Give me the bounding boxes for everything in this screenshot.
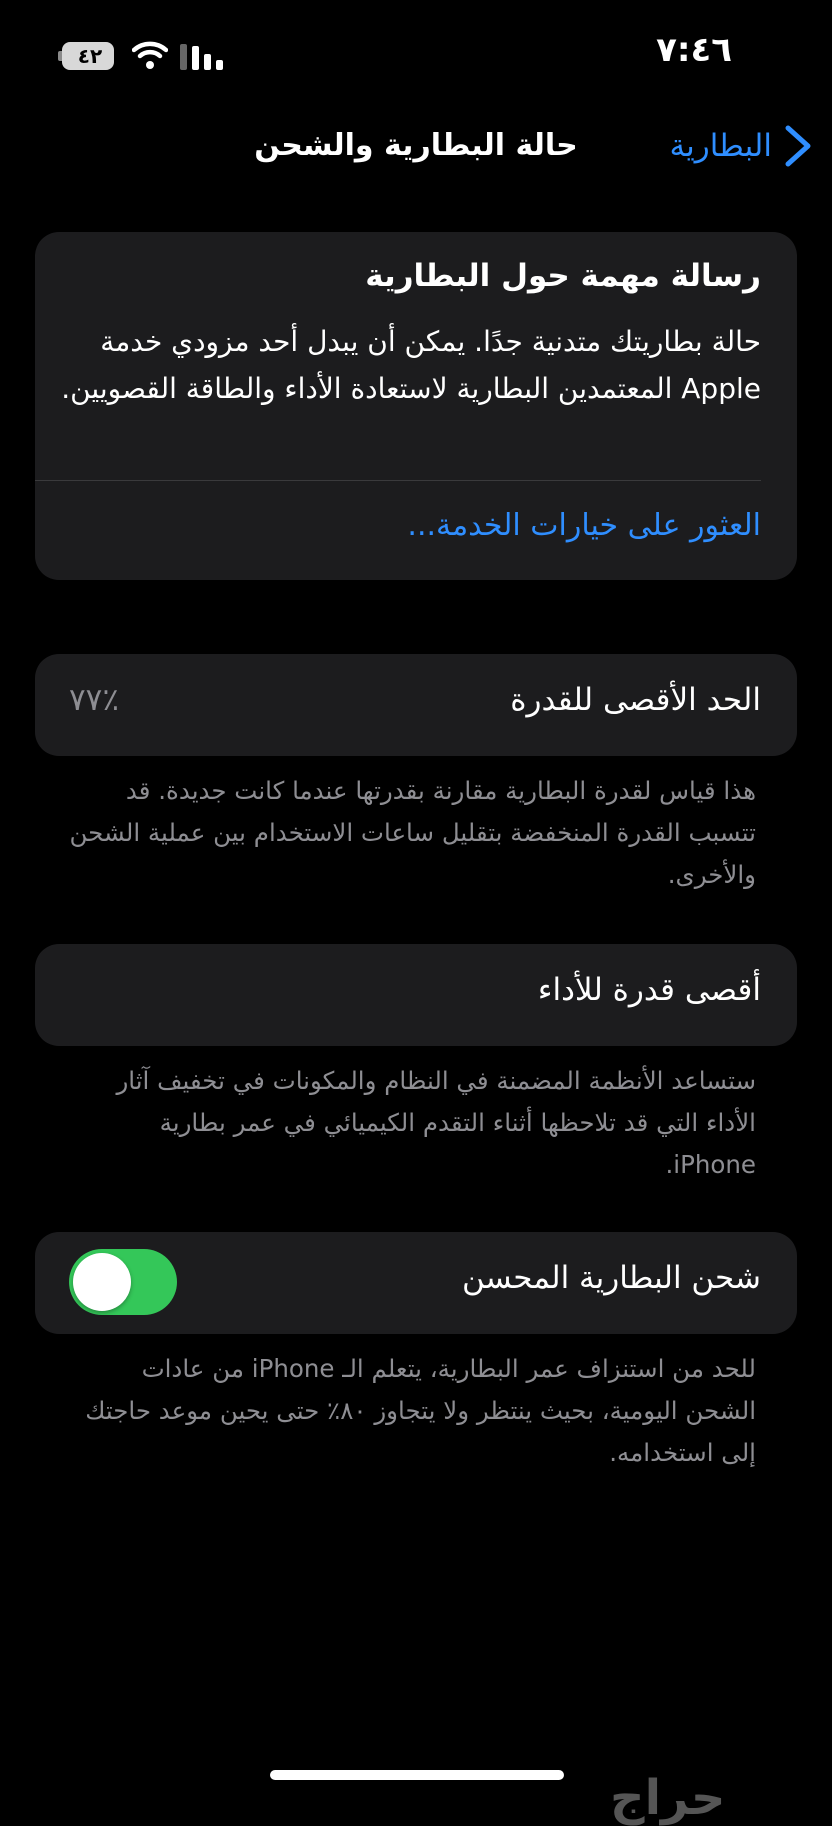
watermark-logo: حراج (610, 1770, 726, 1826)
message-body: حالة بطاريتك متدنية جدًا. يمكن أن يبدل أحد مزودي خدمة Apple المعتمدين البطارية لاستعادة الأداء والطاقة القصويين. (61, 325, 761, 405)
back-label: البطارية (669, 128, 772, 164)
optimized-charging-row (35, 1232, 797, 1334)
maximum-capacity-label: الحد الأقصى للقدرة (510, 682, 761, 718)
home-indicator[interactable] (270, 1770, 564, 1780)
message-title: رسالة مهمة حول البطارية (365, 258, 761, 294)
optimized-charging-label: شحن البطارية المحسن (461, 1260, 761, 1296)
cellular-signal-icon (180, 44, 228, 70)
optimized-charging-footnote: للحد من استنزاف عمر البطارية، يتعلم الـ iPhone من عادات الشحن اليومية، بحيث ينتظر ولا يتجاوز ٨٠٪ حتى يحين موعد حاجتك إلى استخدامه. (85, 1354, 756, 1467)
service-options-link[interactable]: العثور على خيارات الخدمة... (407, 508, 761, 543)
page-title: حالة البطارية والشحن (254, 128, 578, 163)
maximum-capacity-footnote: هذا قياس لقدرة البطارية مقارنة بقدرتها عندما كانت جديدة. قد تتسبب القدرة المنخفضة بتقليل ساعات الاستخدام بين عملية الشحن والأخرى. (69, 776, 756, 889)
status-time: ٧:٤٦ (656, 30, 732, 70)
maximum-capacity-row (35, 654, 797, 756)
wifi-icon (132, 40, 168, 70)
battery-icon (58, 42, 114, 70)
peak-performance-label: أقصى قدرة للأداء (537, 972, 761, 1008)
peak-performance-row (35, 944, 797, 1046)
peak-performance-footnote: ستساعد الأنظمة المضمنة في النظام والمكونات في تخفيف آثار الأداء التي قد تلاحظها أثناء التقدم الكيميائي في عمر بطارية iPhone. (116, 1066, 756, 1179)
maximum-capacity-value: ٪٧٧ (69, 682, 119, 718)
battery-level: ٤٢ (77, 44, 103, 68)
important-message-card (35, 232, 797, 580)
optimized-charging-toggle[interactable] (69, 1249, 177, 1315)
toggle-knob (73, 1253, 131, 1311)
back-button[interactable] (669, 124, 814, 168)
chevron-right-icon (782, 124, 814, 168)
divider (35, 480, 761, 481)
